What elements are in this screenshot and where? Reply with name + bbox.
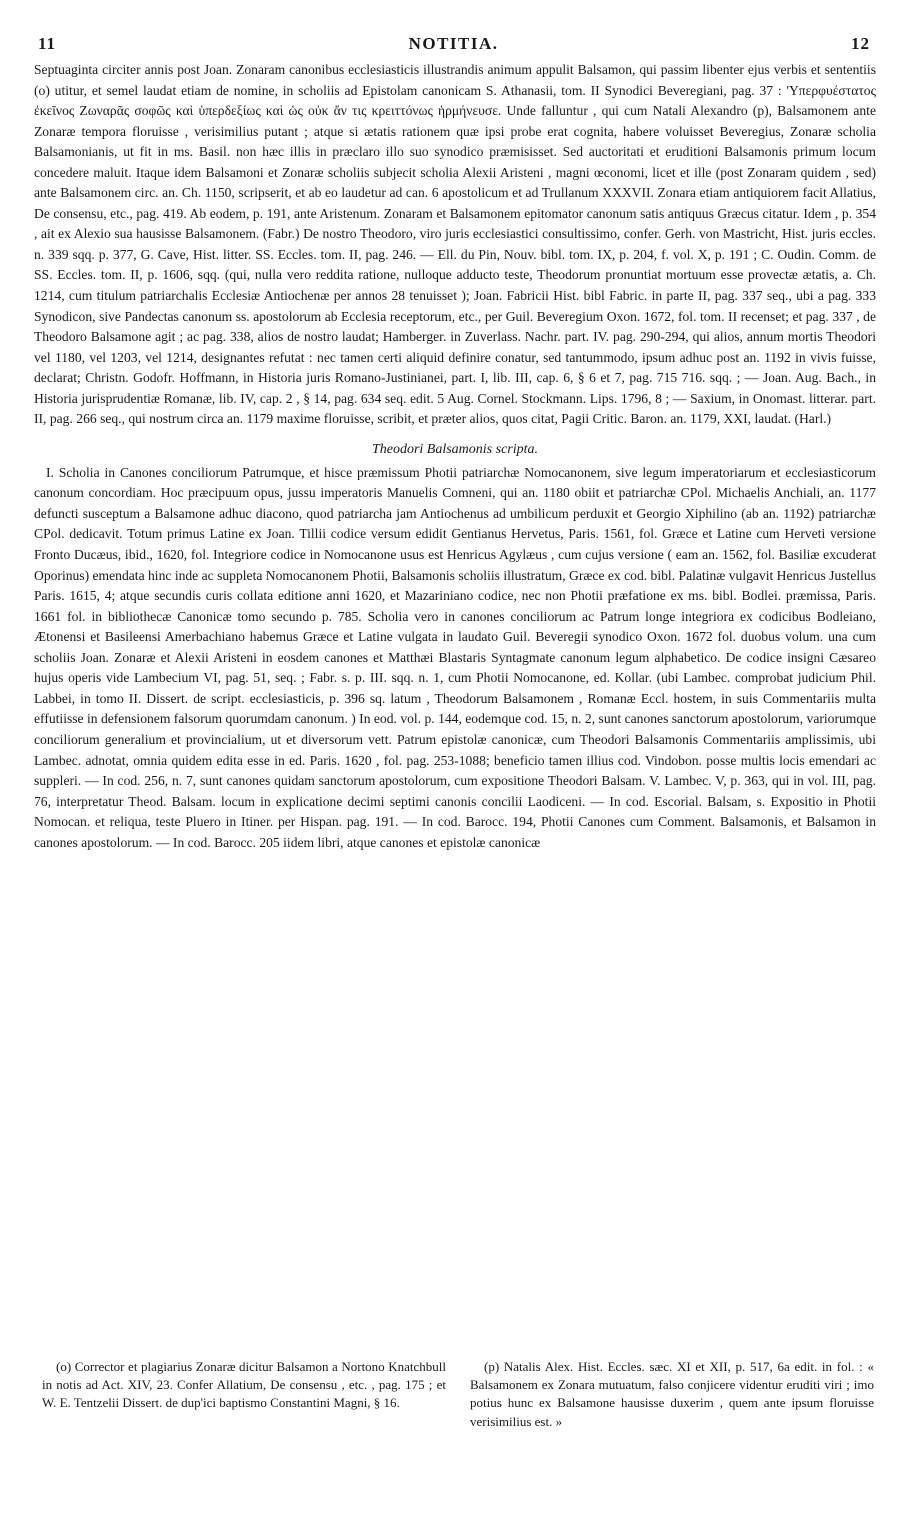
intro-paragraph: Septuaginta circiter annis post Joan. Zonaram canonibus ecclesiasticis illustrandis animum appulit Balsamon, qui passim libenter ejus verbis et sententiis (o) utitur, et semel laudat etiam de nomine, in scholiis ad Epistolam canonicam S. Athanasii, tom. II Synodici Beveregiani, pag. 37 : 'Υπερφυέστατος ἐκεῖνος Ζωναρᾶς σοφῶς καὶ ὑπερδεξίως καὶ ὡς οὐκ ἄν τις κρειττόνως ἡρμήνευσε. Unde falluntur , qui cum Natali Alexandro (p), Balsamonem ante Zonaræ tempora floruisse , verisimilius putant ; atque si ætatis rationem quæ ipsi probe erat cognita, habere voluisset Beveregius, Zonaræ scholia Balsamonianis, ut fit in ms. Basil. non hæc illis in præclaro illo suo synodico præmisisset. Sed auctoritati et eruditioni Balsamonis primum locum concedere maluit. Itaque idem Balsamoni et Zonaræ scholiis subjecit scholia Alexii Aristeni , magni œconomi, licet et ille (post Zonaram quidem , sed) ante Balsamonem circ. an. Ch. 1150, scripserit, et ab eo laudetur ad can. 6 apostolicum et ad Trullanum XXXVII. Zonara etiam antiquiorem facit Allatius, De consensu, etc., pag. 419. Ab eodem, p. 191, ante Aristenum. Zonaram et Balsamonem epitomator canonum satis antiquus Græcus citatur. Idem , p. 354 , ait ex Alexio sua hausisse Balsamonem. (Fabr.) De nostro Theodoro, viro juris ecclesiastici consultissimo, confer. Gerh. von Mastricht, Hist. juris eccles. n. 339 sqq. p. 377, G. Cave, Hist. litter. SS. Eccles. tom. II, pag. 246. — Ell. du Pin, Nouv. bibl. tom. IX, p. 204, f. vol. X, p. 191 ; C. Oudin. Comm. de SS. Eccles. tom. II, p. 1606, sqq. (qui, nulla vero reddita ratione, nulloque adducto teste, Theodorum pronuntiat mortuum esse provectæ ætatis, a. Ch. 1214, cum titulum patriarchalis Ecclesiæ Antiochenæ per annos 28 tenuisset ); Joan. Fabricii Hist. bibl Fabric. in parte II, pag. 337 seq., ubi a pag. 333 Synodicon, sive Pandectas canonum ss. apostolorum ab Ecclesia receptorum, etc., per Guil. Beveregium Oxon. 1672, fol. tom. II recenset; et pag. 337 , de Theodoro Balsamone agit ; ac pag. 338, alios de nostro laudat; Hamberger. in Zuverlass. Nachr. part. IV. pag. 290-294, qui alios, annum mortis Theodori vel 1180, vel 1203, vel 1214, designantes refutat : nec tamen certi aliquid definire conatur, sed tantummodo, ipsum adhuc post an. 1192 in vivis fuisse, declarat; Christn. Godofr. Hoffmann, in Historia juris Romano-Justinianei, part. I, lib. III, cap. 6, § 6 et 7, pag. 715 716. sqq. ; — Joan. Aug. Bach., in Historia jurisprudentiæ Romanæ, lib. IV, cap. 2 , § 14, pag. 634 seq. edit. 5 Aug. Cornel. Stockmann. Lips. 1796, 8 ; — Saxium, in Onomast. litterar. part. II, pag. 266 seq., qui nostrum circa an. 1179 maxime floruisse, scribit, et præter alios, quos citat, Pagii Critic. Baron. an. 1179, XXI, laudat. (Harl.) — [34, 62, 876, 427]
footnotes — [42, 1358, 874, 1431]
right-page-number: 12 — [851, 34, 870, 53]
footnote-p: (p) Natalis Alex. Hist. Eccles. sæc. XI et XII, p. 517, 6a edit. in fol. : « Balsamonem ex Zonara mutuatum, falso conjicere videntur eruditi viri ; imo potius hunc ex Balsamone hausisse duxerim , quem ante ipsum floruisse verisimilius est. » — [470, 1359, 874, 1429]
section-title: Theodori Balsamonis scripta. — [371, 441, 539, 457]
left-page-number: 11 — [38, 34, 57, 53]
main-text — [34, 60, 876, 853]
section-paragraph: I. Scholia in Canones conciliorum Patrumque, et hisce præmissum Photii patriarchæ Nomocanonem, sive legum imperatoriarum et ecclesiasticorum canonum concordiam. Hoc præcipuum opus, jussu imperatoris Manuelis Comneni, qui an. 1180 obiit et patriarchæ CPol. Michaelis Anchiali, an. 1177 defuncti susceptum a Balsamone adhuc diacono, quod patriarcha jam Antiochenus ad umbilicum perduxit et Georgio Xiphilino (ab an. 1192) patriarchæ CPol. dedicavit. Totum primus Latine ex Joan. Tillii codice versum edidit Gentianus Hervetus, Paris. 1561, fol. Græce et Latine cum Herveti versione Fronto Ducæus, ibid., 1620, fol. Integriore codice in Nomocanone usus est Henricus Agylæus , cum cujus versione ( eam an. 1562, fol. Basiliæ excuderat Oporinus) emendata hinc inde ac suppleta Nomocanonem Photii, Balsamonis scholiis illustratum, Græce ex cod. bibl. Palatinæ vulgavit Henricus Justellus Paris. 1615, 4; atque secundis curis collata editione anni 1620, et Mazariniano codice, nec non Photii præfatione ex ms. bibl. Bodlei. præmissa, Paris. 1661 fol. in bibliothecæ Canonicæ tomo secundo p. 785. Scholia vero in canones conciliorum ac Patrum longe integriora ex codicibus Bodleiano, Ætonensi et Basileensi Amerbachiano habemus Græce et Latine vulgata in laudato Guil. Beveregii synodico Oxon. 1672 fol. duobus volum. una cum scholiis Joan. Zonaræ et Alexii Aristeni in eosdem canones et Matthæi Blastaris Syntagmate canonum legum alphabetico. De codice insigni Cæsareo hujus operis vide Lambecium VI, pag. 51, seq. ; Fabr. s. p. III. sqq. n. 1, cum Photii Nomocanone, ed. Kollar. (ubi Lambec. comprobat judicium Phil. Labbei, in tomo II. Dissert. de script. ecclesiasticis, p. 396 sq. latum , Theodorum Balsamonem , Romanæ Eccl. hostem, in suis Commentariis multa effutiisse in defensionem falsorum quorumdam canonum. ) In eod. vol. p. 144, eodemque cod. 15, n. 2, sunt canones sanctorum apostolorum, variorumque conciliorum generalium et provincialium, ut et diversorum vett. Patrum epistolæ canonicæ, cum Theodori Balsamonis Commentariis amplissimis, ubi Lambec. adnotat, omnia quidem edita esse in ed. Paris. 1620 , fol. pag. 253-1088; beneficio tamen illius cod. Vindobon. posse multis locis emendari ac suppleri. — In cod. 256, n. 7, sunt canones quidam sanctorum apostolorum, cum expositione Theodori Balsam. V. Lambec. V, p. 363, qui in vol. III, pag. 76, interpretatur Theod. Balsam. locum in explicatione decimi septimi canonis concilii Laodiceni. — In cod. Escorial. Balsam, s. Expositio in Photii Nomocan. et reliqua, teste Pluero in Itiner. per Hispan. pag. 191. — In cod. Barocc. 194, Photii Canones cum Comment. Balsamonis, et Balsamon in canones apostolorum. — In cod. Barocc. 205 iidem libri, atque canones et epistolæ canonicæ — [34, 464, 877, 850]
running-title: NOTITIA. — [408, 34, 499, 53]
page-header — [34, 34, 876, 60]
footnote-o: (o) Corrector et plagiarius Zonaræ dicitur Balsamon a Nortono Knatchbull in notis ad Act. XIV, 23. Confer Allatium, De consensu , etc. , pag. 175 ; et W. E. Tentzelii Dissert. de dup'ici baptismo Constantini Magni, § 16. — [42, 1359, 446, 1411]
